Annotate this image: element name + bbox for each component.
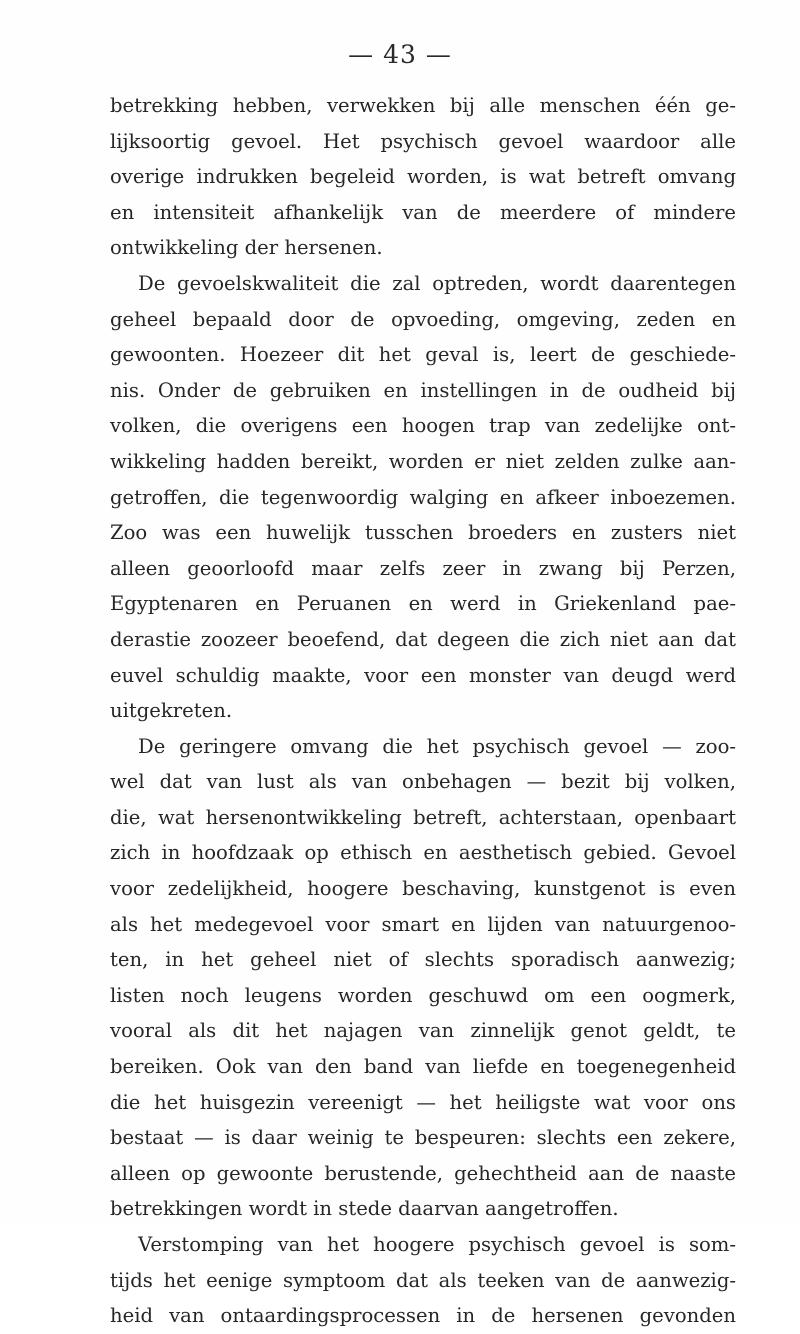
text-line: geheel bepaald door de opvoeding, omgeving, zeden en bbox=[110, 307, 736, 331]
text-line: Verstomping van het hoogere psychisch gevoel is som- bbox=[138, 1233, 736, 1256]
text-line: en intensiteit afhankelijk van de meerdere of mindere bbox=[110, 200, 736, 224]
text-line: uitgekreten. bbox=[110, 699, 233, 723]
text-line: als het medegevoel voor smart en lijden van natuurgenoo- bbox=[110, 912, 736, 936]
text-line: alleen op gewoonte berustende, gehechtheid aan de naaste bbox=[110, 1161, 736, 1185]
text-line: derastie zoozeer beoefend, dat degeen die zich niet aan dat bbox=[110, 627, 736, 651]
text-line: De geringere omvang die het psychisch gevoel — zoo- bbox=[138, 734, 736, 758]
page-number: — 43 — bbox=[348, 40, 452, 69]
body-text bbox=[110, 88, 736, 1334]
text-line: bestaat — is daar weinig te bespeuren: slechts een zekere, bbox=[110, 1126, 736, 1150]
text-line: listen noch leugens worden geschuwd om een oogmerk, bbox=[110, 983, 736, 1007]
text-line: alleen geoorloofd maar zelfs zeer in zwang bij Perzen, bbox=[110, 556, 736, 580]
text-line: die, wat hersenontwikkeling betreft, achterstaan, openbaart bbox=[110, 805, 736, 829]
text-line: bereiken. Ook van den band van liefde en toegenegenheid bbox=[110, 1055, 736, 1079]
text-line: gewoonten. Hoezeer dit het geval is, leert de geschiede- bbox=[110, 343, 736, 367]
text-line: De gevoelskwaliteit die zal optreden, wordt daarentegen bbox=[138, 271, 736, 295]
text-line: betrekking hebben, verwekken bij alle menschen één ge- bbox=[110, 94, 736, 117]
text-line: overige indrukken begeleid worden, is wat betreft omvang bbox=[110, 165, 736, 189]
text-line: Egyptenaren en Peruanen en werd in Griekenland pae- bbox=[110, 592, 736, 616]
text-line: voor zedelijkheid, hoogere beschaving, kunstgenot is even bbox=[110, 877, 736, 901]
text-line: nis. Onder de gebruiken en instellingen in de oudheid bij bbox=[110, 378, 736, 402]
text-line: volken, die overigens een hoogen trap van zedelijke ont- bbox=[110, 414, 736, 438]
text-line: wikkeling hadden bereikt, worden er niet zelden zulke aan- bbox=[110, 449, 736, 473]
text-line: zich in hoofdzaak op ethisch en aesthetisch gebied. Gevoel bbox=[110, 841, 736, 865]
text-line: heid van ontaardingsprocessen in de hersenen gevonden bbox=[110, 1304, 736, 1328]
text-line: betrekkingen wordt in stede daarvan aangetroffen. bbox=[110, 1197, 619, 1221]
text-line: euvel schuldig maakte, voor een monster van deugd werd bbox=[110, 663, 736, 687]
text-line: lijksoortig gevoel. Het psychisch gevoel waardoor alle bbox=[110, 129, 736, 153]
text-line: die het huisgezin vereenigt — het heiligste wat voor ons bbox=[110, 1090, 736, 1114]
text-line: tijds het eenige symptoom dat als teeken van de aanwezig- bbox=[110, 1268, 736, 1292]
text-line: ontwikkeling der hersenen. bbox=[110, 236, 383, 260]
text-line: wel dat van lust als van onbehagen — bezit bij volken, bbox=[110, 770, 736, 794]
text-line: vooral als dit het najagen van zinnelijk genot geldt, te bbox=[110, 1019, 736, 1043]
text-line: Zoo was een huwelijk tusschen broeders en zusters niet bbox=[110, 521, 736, 545]
text-line: getroffen, die tegenwoordig walging en afkeer inboezemen. bbox=[110, 485, 736, 509]
text-line: ten, in het geheel niet of slechts sporadisch aanwezig; bbox=[110, 948, 736, 972]
